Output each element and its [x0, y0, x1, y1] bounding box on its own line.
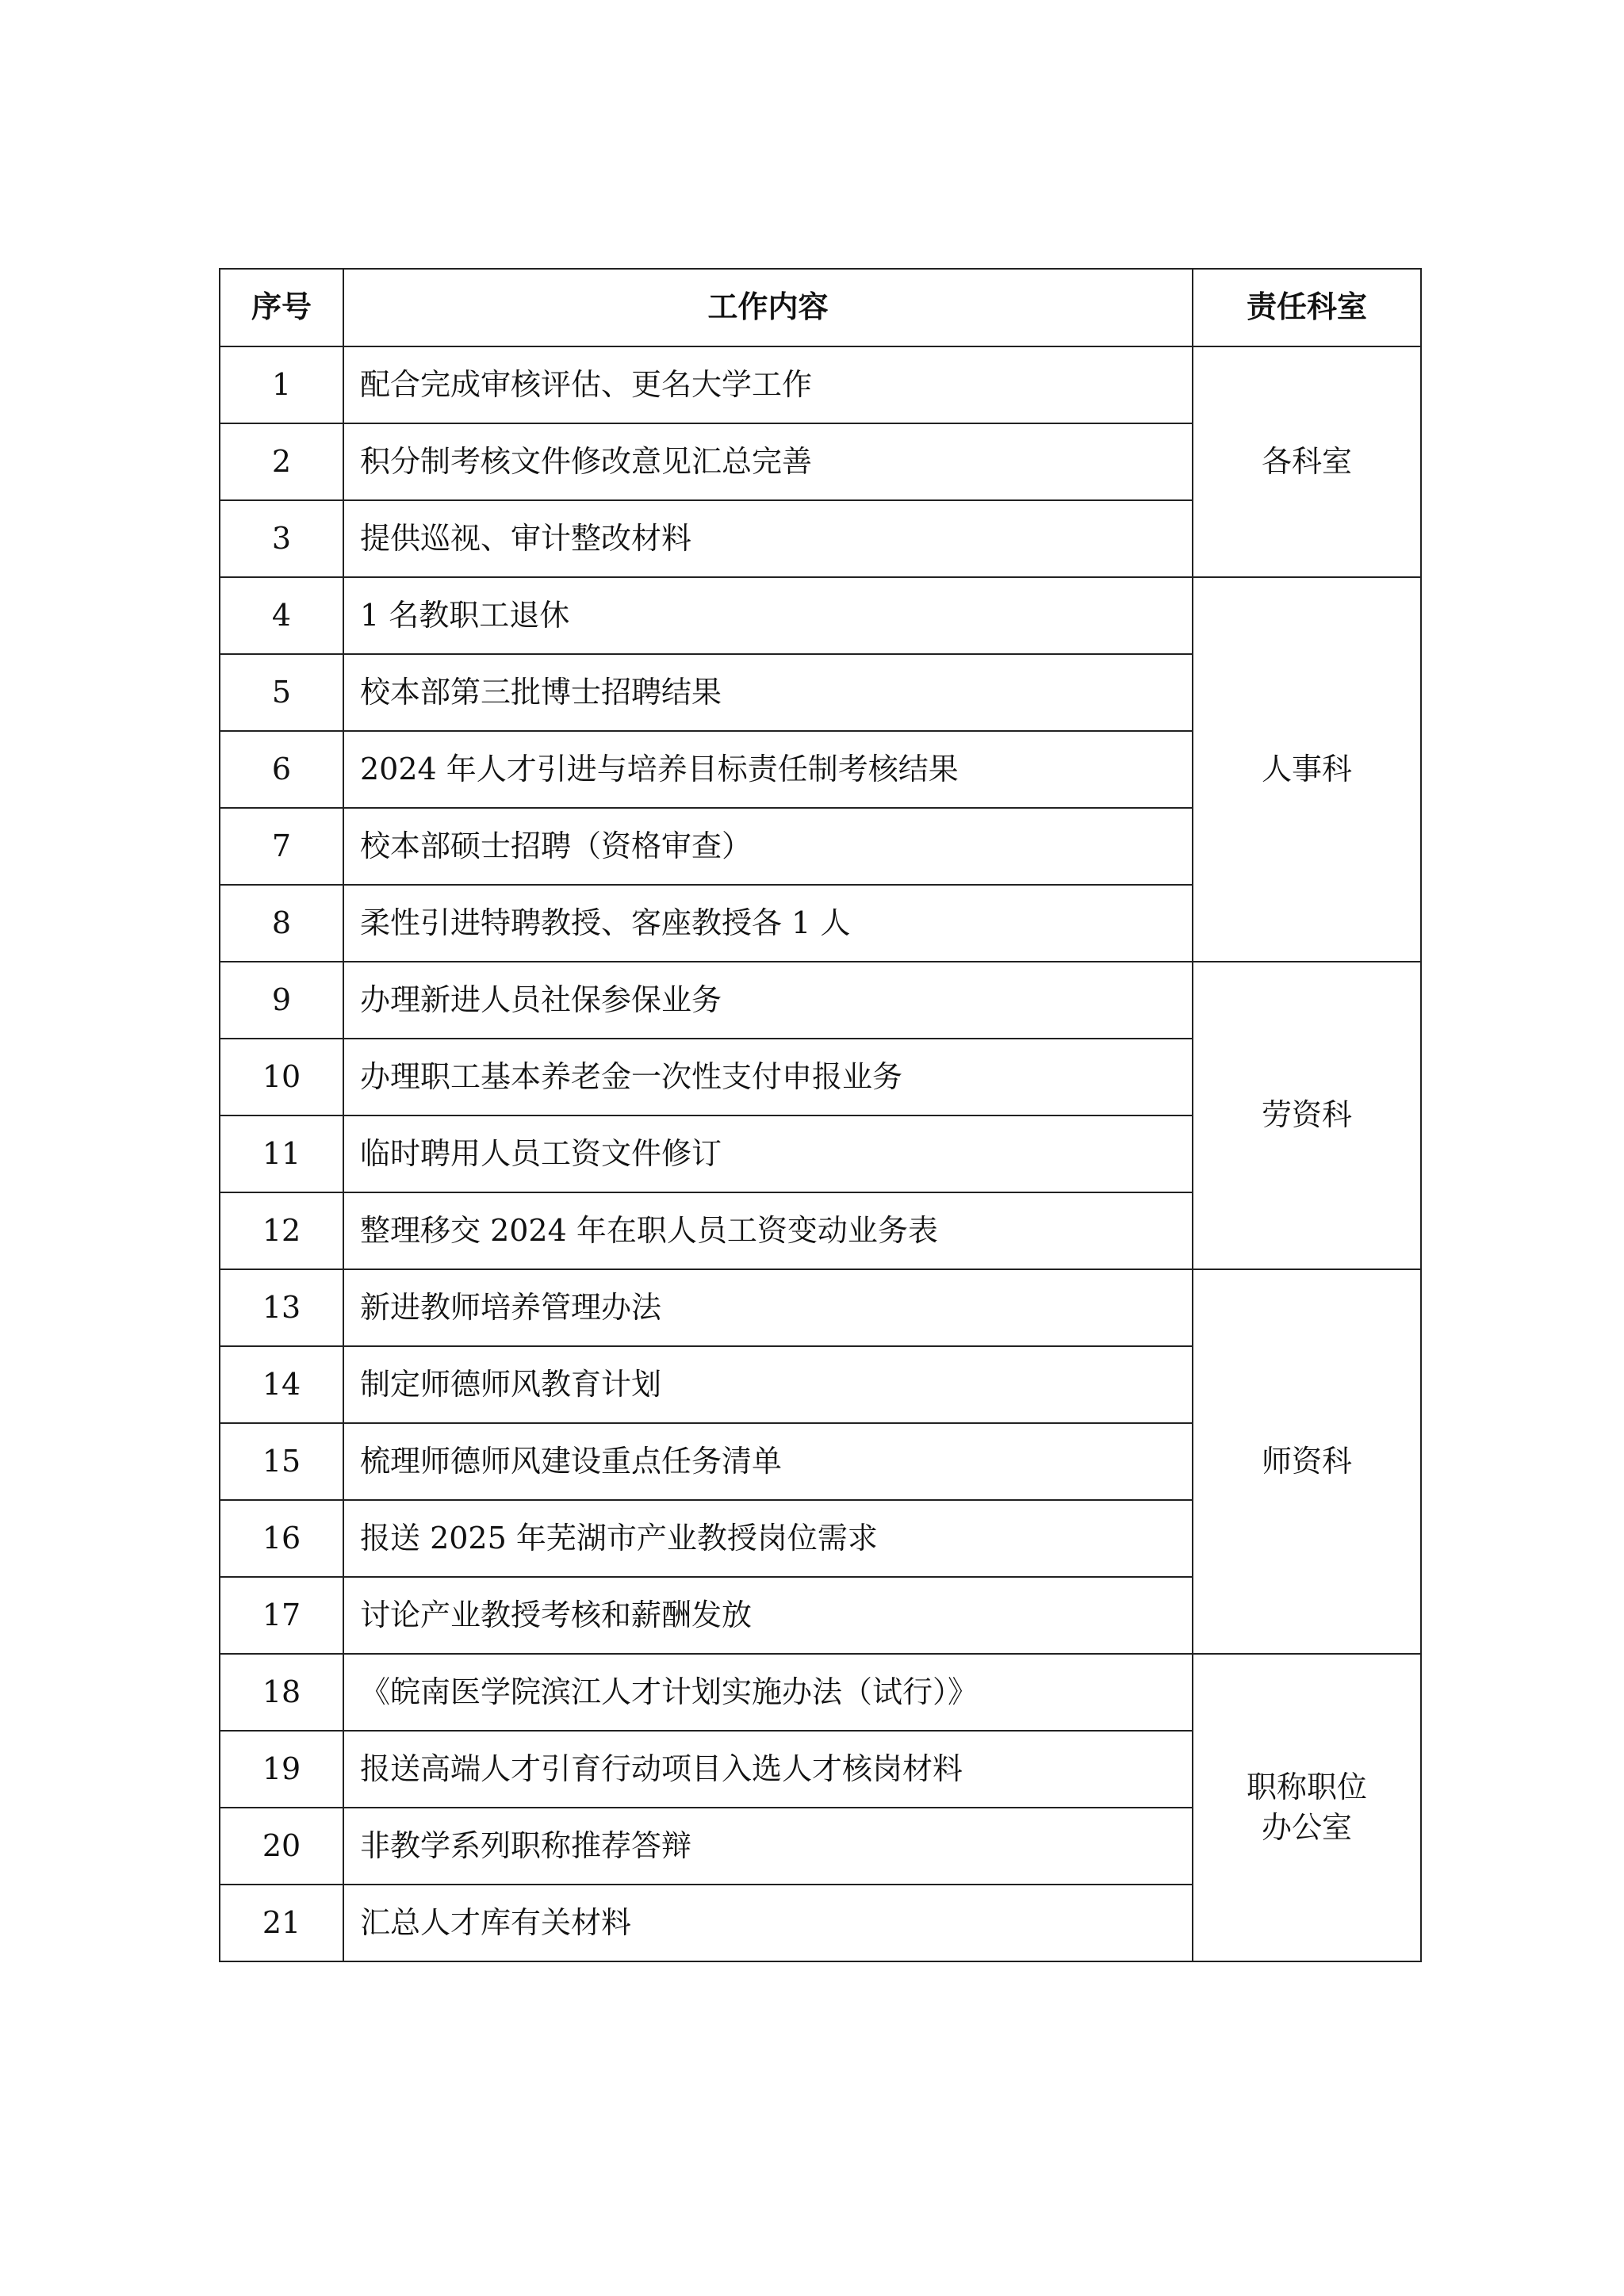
row-serial-number: 10 — [220, 1039, 343, 1115]
row-serial-number: 16 — [220, 1500, 343, 1577]
row-work-content: 汇总人才库有关材料 — [343, 1885, 1193, 1961]
responsible-dept-label: 各科室 — [1261, 443, 1352, 479]
table-row — [220, 577, 1421, 654]
row-serial-number: 14 — [220, 1346, 343, 1423]
row-work-content: 提供巡视、审计整改材料 — [343, 500, 1193, 577]
row-work-content: 临时聘用人员工资文件修订 — [343, 1115, 1193, 1192]
row-work-content: 《皖南医学院滨江人才计划实施办法（试行）》 — [343, 1654, 1193, 1731]
row-serial-number: 19 — [220, 1731, 343, 1808]
row-work-content: 整理移交 2024 年在职人员工资变动业务表 — [343, 1192, 1193, 1269]
header-responsible-dept: 责任科室 — [1193, 269, 1421, 346]
row-serial-number: 7 — [220, 808, 343, 885]
row-serial-number: 12 — [220, 1192, 343, 1269]
row-serial-number: 20 — [220, 1808, 343, 1885]
work-content-table — [219, 268, 1422, 1962]
row-serial-number: 21 — [220, 1885, 343, 1961]
header-work-content: 工作内容 — [343, 269, 1193, 346]
responsible-dept-cell — [1193, 1269, 1421, 1654]
row-serial-number: 9 — [220, 962, 343, 1039]
table-row — [220, 1654, 1421, 1731]
row-work-content: 新进教师培养管理办法 — [343, 1269, 1193, 1346]
row-serial-number: 1 — [220, 346, 343, 423]
responsible-dept-cell — [1193, 962, 1421, 1269]
row-serial-number: 8 — [220, 885, 343, 962]
responsible-dept-label: 职称职位 — [1246, 1769, 1367, 1804]
row-serial-number: 3 — [220, 500, 343, 577]
table-header-row — [220, 269, 1421, 346]
table-body — [220, 346, 1421, 1961]
row-serial-number: 15 — [220, 1423, 343, 1500]
row-work-content: 校本部第三批博士招聘结果 — [343, 654, 1193, 731]
responsible-dept-label: 劳资科 — [1261, 1097, 1352, 1133]
table-row — [220, 346, 1421, 423]
responsible-dept-label: 办公室 — [1261, 1810, 1352, 1845]
row-work-content: 校本部硕士招聘（资格审查） — [343, 808, 1193, 885]
row-serial-number: 6 — [220, 731, 343, 808]
row-work-content: 制定师德师风教育计划 — [343, 1346, 1193, 1423]
row-serial-number: 2 — [220, 423, 343, 500]
table-row — [220, 1269, 1421, 1346]
row-serial-number: 18 — [220, 1654, 343, 1731]
row-work-content: 2024 年人才引进与培养目标责任制考核结果 — [343, 731, 1193, 808]
row-serial-number: 4 — [220, 577, 343, 654]
row-work-content: 办理职工基本养老金一次性支付申报业务 — [343, 1039, 1193, 1115]
header-serial-number: 序号 — [220, 269, 343, 346]
row-work-content: 1 名教职工退休 — [343, 577, 1193, 654]
responsible-dept-cell — [1193, 577, 1421, 962]
responsible-dept-cell — [1193, 346, 1421, 577]
row-serial-number: 11 — [220, 1115, 343, 1192]
responsible-dept-label: 人事科 — [1261, 751, 1352, 786]
row-serial-number: 5 — [220, 654, 343, 731]
table-row — [220, 962, 1421, 1039]
row-work-content: 非教学系列职称推荐答辩 — [343, 1808, 1193, 1885]
row-work-content: 报送高端人才引育行动项目入选人才核岗材料 — [343, 1731, 1193, 1808]
row-work-content: 报送 2025 年芜湖市产业教授岗位需求 — [343, 1500, 1193, 1577]
responsible-dept-cell — [1193, 1654, 1421, 1961]
row-work-content: 讨论产业教授考核和薪酬发放 — [343, 1577, 1193, 1654]
row-serial-number: 13 — [220, 1269, 343, 1346]
row-work-content: 梳理师德师风建设重点任务清单 — [343, 1423, 1193, 1500]
row-work-content: 柔性引进特聘教授、客座教授各 1 人 — [343, 885, 1193, 962]
responsible-dept-label: 师资科 — [1261, 1443, 1352, 1479]
row-work-content: 积分制考核文件修改意见汇总完善 — [343, 423, 1193, 500]
row-work-content: 办理新进人员社保参保业务 — [343, 962, 1193, 1039]
row-work-content: 配合完成审核评估、更名大学工作 — [343, 346, 1193, 423]
row-serial-number: 17 — [220, 1577, 343, 1654]
